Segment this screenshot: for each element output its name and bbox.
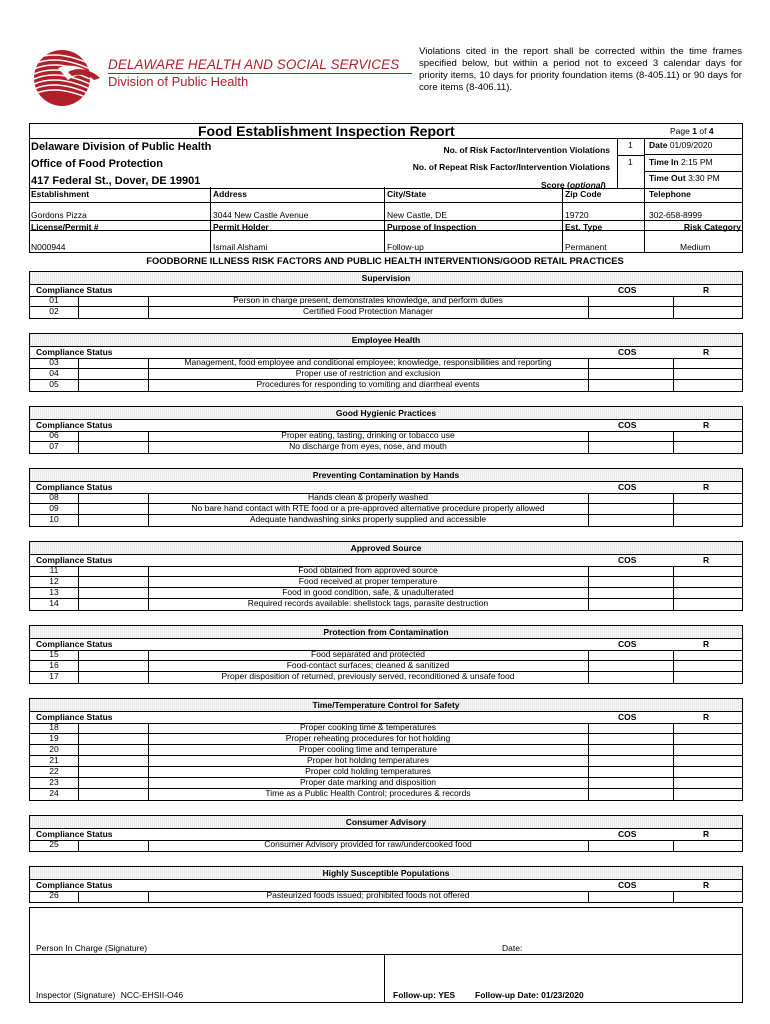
item-row: 11 Food obtained from approved source — [49, 565, 438, 575]
item-row: 03 Management, food employee and conditional employee; knowledge, responsibilities and reporting — [49, 357, 552, 367]
office-address: 417 Federal St., Dover, DE 19901 — [31, 175, 201, 187]
value-holder: Ismail Alshami — [213, 242, 268, 252]
item-row: 12 Food received at proper temperature — [49, 576, 438, 586]
cos-label: COS — [618, 829, 637, 839]
item-row: 18 Proper cooking time & temperatures — [49, 722, 437, 732]
section-title-time-temp: Time/Temperature Control for Safety — [29, 698, 743, 712]
item-row: 25 Consumer Advisory provided for raw/undercooked food — [49, 839, 472, 849]
page-of: of — [699, 126, 707, 136]
repeat-violations-value: 1 — [628, 157, 633, 167]
item-row: 20 Proper cooling time and temperature — [49, 744, 437, 754]
r-label: R — [703, 347, 710, 357]
compliance-status-label: Compliance Status — [36, 555, 113, 565]
item-row: 19 Proper reheating procedures for hot holding — [49, 733, 451, 743]
compliance-status-label: Compliance Status — [36, 347, 113, 357]
item-row: 17 Proper disposition of returned, previously served, reconditioned & unsafe food — [49, 671, 515, 681]
cos-label: COS — [618, 420, 637, 430]
item-row: 13 Food in good condition, safe, & unadulterated — [49, 587, 454, 597]
r-label: R — [703, 555, 710, 565]
item-row: 21 Proper hot holding temperatures — [49, 755, 429, 765]
item-row: 06 Proper eating, tasting, drinking or tobacco use — [49, 430, 455, 440]
value-citystate: New Castle, DE — [387, 210, 447, 220]
value-telephone: 302-658-8999 — [649, 210, 702, 220]
label-esttype: Est. Type — [565, 222, 603, 232]
section-title-hygienic: Good Hygienic Practices — [29, 406, 743, 420]
correction-notice: Violations cited in the report shall be corrected within the time frames specified below, but within a period not to exceed 3 calendar days for priority items, 10 days for priority foundation items (8-405.11) or 90 days for core items (8-406.11). — [419, 46, 742, 93]
compliance-status-label: Compliance Status — [36, 482, 113, 492]
item-row: 07 No discharge from eyes, nose, and mouth — [49, 441, 447, 451]
item-row: 01 Person in charge present, demonstrates knowledge, and perform duties — [49, 295, 503, 305]
section-hands — [29, 481, 743, 527]
agency-name: DELAWARE HEALTH AND SOCIAL SERVICES — [108, 57, 400, 72]
followup-status: Follow-up: YES — [393, 990, 456, 1000]
item-row: 23 Proper date marking and disposition — [49, 777, 437, 787]
compliance-status-label: Compliance Status — [36, 420, 113, 430]
time-out: Time Out 3:30 PM — [649, 173, 720, 183]
item-row: 04 Proper use of restriction and exclusion — [49, 368, 441, 378]
value-license: N000944 — [31, 242, 66, 252]
inspector-signature-label: Inspector (Signature) — [36, 990, 116, 1000]
page-total: 4 — [708, 126, 714, 136]
section-protection — [29, 638, 743, 684]
value-zip: 19720 — [565, 210, 589, 220]
inspector-signature[interactable] — [36, 990, 183, 1000]
compliance-status-label: Compliance Status — [36, 880, 113, 890]
item-row: 24 Time as a Public Health Control; procedures & records — [49, 788, 471, 798]
item-row: 16 Food-contact surfaces; cleaned & sanitized — [49, 660, 450, 670]
followup-date: Follow-up Date: 01/23/2020 — [475, 990, 584, 1000]
item-row: 09 No bare hand contact with RTE food or a pre-approved alternative procedure properly allowed — [49, 503, 545, 513]
r-label: R — [703, 712, 710, 722]
r-label: R — [703, 639, 710, 649]
inspection-date: Date 01/09/2020 — [649, 140, 713, 150]
section-susceptible — [29, 879, 743, 903]
section-consumer-advisory — [29, 828, 743, 852]
dhss-logo — [28, 46, 104, 108]
section-hygienic — [29, 419, 743, 454]
label-address: Address — [213, 189, 248, 199]
section-title-approved-source: Approved Source — [29, 541, 743, 555]
cos-label: COS — [618, 880, 637, 890]
time-in: Time In 2:15 PM — [649, 157, 713, 167]
risk-violations-value: 1 — [628, 140, 633, 150]
cos-label: COS — [618, 285, 637, 295]
cos-label: COS — [618, 555, 637, 565]
cos-label: COS — [618, 347, 637, 357]
risk-violations-label: No. of Risk Factor/Intervention Violations — [443, 145, 610, 155]
compliance-status-label: Compliance Status — [36, 829, 113, 839]
section-employee-health — [29, 346, 743, 392]
value-esttype: Permanent — [565, 242, 607, 252]
cos-label: COS — [618, 482, 637, 492]
r-label: R — [703, 482, 710, 492]
score-label: Score (optional) — [541, 180, 606, 190]
value-establishment: Gordons Pizza — [31, 210, 87, 220]
page-number: 1 — [692, 126, 697, 136]
value-purpose: Follow-up — [387, 242, 424, 252]
signature-block — [29, 907, 743, 1003]
r-label: R — [703, 285, 710, 295]
item-row: 02 Certified Food Protection Manager — [49, 306, 433, 316]
report-title: Food Establishment Inspection Report — [198, 123, 455, 139]
r-label: R — [703, 420, 710, 430]
section-banner: FOODBORNE ILLNESS RISK FACTORS AND PUBLIC HEALTH INTERVENTIONS/GOOD RETAIL PRACTICES — [146, 255, 624, 266]
value-address: 3044 New Castle Avenue — [213, 210, 309, 220]
item-row: 22 Proper cold holding temperatures — [49, 766, 431, 776]
item-row: 05 Procedures for responding to vomiting and diarrheal events — [49, 379, 480, 389]
cos-label: COS — [618, 712, 637, 722]
label-establishment: Establishment — [31, 189, 90, 199]
cos-label: COS — [618, 639, 637, 649]
item-row: 08 Hands clean & properly washed — [49, 492, 428, 502]
repeat-violations-label: No. of Repeat Risk Factor/Intervention Violations — [412, 162, 610, 172]
value-risk: Medium — [680, 242, 711, 252]
label-purpose: Purpose of Inspection — [387, 222, 477, 232]
office-unit: Office of Food Protection — [31, 158, 163, 170]
label-citystate: City/State — [387, 189, 427, 199]
item-row: 26 Pasteurized foods issued; prohibited foods not offered — [49, 890, 470, 900]
section-time-temp — [29, 711, 743, 801]
form-code: NCC-EHSII-O46 — [120, 990, 184, 1000]
office-name: Delaware Division of Public Health — [31, 141, 212, 153]
section-title-protection: Protection from Contamination — [29, 625, 743, 639]
section-supervision — [29, 284, 743, 319]
division-name: Division of Public Health — [108, 74, 249, 89]
item-row: 10 Adequate handwashing sinks properly supplied and accessible — [49, 514, 487, 524]
compliance-status-label: Compliance Status — [36, 639, 113, 649]
label-license: License/Permit # — [31, 222, 99, 232]
label-telephone: Telephone — [649, 189, 691, 199]
r-label: R — [703, 880, 710, 890]
label-risk: Risk Category — [683, 222, 741, 232]
person-in-charge-signature[interactable]: Person In Charge (Signature) — [36, 943, 148, 953]
section-approved-source — [29, 554, 743, 611]
label-holder: Permit Holder — [213, 222, 269, 232]
section-title-susceptible: Highly Susceptible Populations — [29, 866, 743, 880]
section-title-employee-health: Employee Health — [29, 333, 743, 347]
label-zip: Zip Code — [565, 189, 602, 199]
item-row: 15 Food separated and protected — [49, 649, 425, 659]
signature-date-label: Date: — [502, 943, 523, 953]
section-title-consumer-advisory: Consumer Advisory — [29, 815, 743, 829]
item-row: 14 Required records available: shellstock tags, parasite destruction — [49, 598, 489, 608]
page-indicator — [670, 126, 714, 136]
compliance-status-label: Compliance Status — [36, 712, 113, 722]
establishment-grid — [29, 187, 743, 253]
section-title-hands: Preventing Contamination by Hands — [29, 468, 743, 482]
page-label: Page — [670, 126, 690, 136]
r-label: R — [703, 829, 710, 839]
section-title-supervision: Supervision — [29, 271, 743, 285]
compliance-status-label: Compliance Status — [36, 285, 113, 295]
